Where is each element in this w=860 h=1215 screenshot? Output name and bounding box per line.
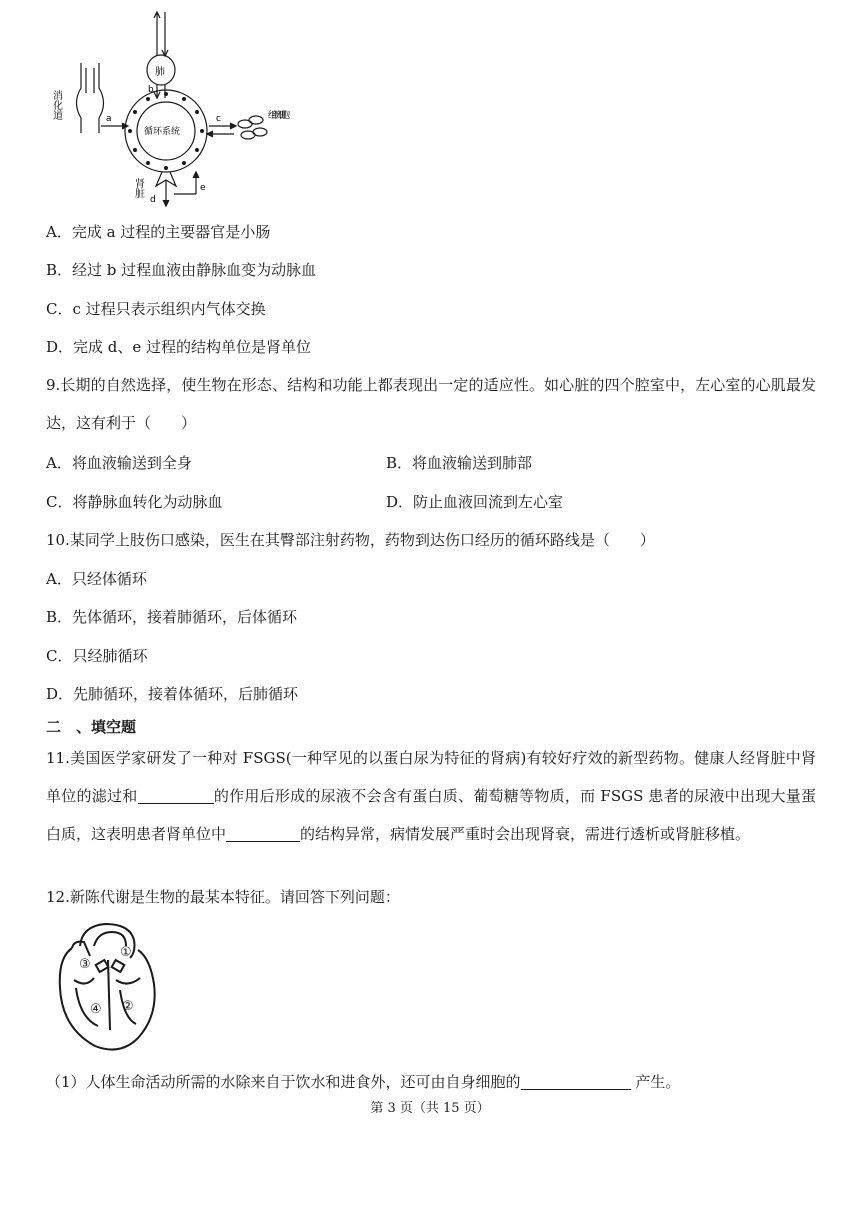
label-tissue: 组织细胞 (268, 111, 290, 121)
q11-part2: 的作用后形成的尿液不会含有蛋白质、葡萄糖等物质，而 FSGS 患者的尿液中出现大量蛋白质，这表明患者肾单位中 (46, 787, 816, 843)
label-lung: 肺 (155, 67, 165, 78)
circulation-diagram (46, 8, 306, 213)
digestive-tract-shape (77, 63, 82, 133)
heart-label-1: ① (120, 945, 132, 960)
q12-sub1-blank[interactable] (521, 1073, 631, 1090)
q9-option-b: B．将血液输送到肺部 (386, 454, 533, 472)
q8-option-c: C．c 过程只表示组织内气体交换 (46, 300, 266, 318)
q11-text (46, 739, 816, 853)
heart-label-2: ② (122, 999, 134, 1014)
q11-blank-1[interactable] (138, 787, 214, 804)
q11-part1: 11.美国医学家研发了一种对 FSGS(一种罕见的以蛋白尿为特征的肾病)有较好疗效的新型药物。健康人经肾脏中肾单位的滤过和 (46, 749, 816, 805)
arrow-label-a: a (106, 114, 112, 124)
q10-option-a: A．只经体循环 (46, 570, 147, 588)
q10-option-b: B．先体循环，接着肺循环，后体循环 (46, 608, 298, 626)
heart-diagram (50, 918, 168, 1058)
q12-sub1-text: （1）人体生命活动所需的水除来自于饮水和进食外，还可由自身细胞的 (46, 1073, 521, 1091)
section-title: 二 、填空题 (46, 718, 137, 736)
q9-stem: 9.长期的自然选择，使生物在形态、结构和功能上都表现出一定的适应性。如心脏的四个腔室中，左心室的心肌最发达，这有利于（ ） (46, 376, 816, 432)
arrow-label-d: d (150, 195, 156, 205)
q8-option-a: A．完成 a 过程的主要器官是小肠 (46, 223, 271, 241)
heart-label-3: ③ (79, 957, 91, 972)
arrow-label-c: c (216, 114, 221, 124)
arrow-label-b: b (148, 85, 154, 95)
q8-option-d: D．完成 d、e 过程的结构单位是肾单位 (46, 338, 312, 356)
q12-stem: 12.新陈代谢是生物的最某本特征。请回答下列问题： (46, 888, 400, 906)
q9-option-a: A．将血液输送到全身 (46, 454, 192, 472)
q10-option-d: D．先肺循环，接着体循环，后肺循环 (46, 685, 299, 703)
label-digestive: 消化道 (50, 90, 62, 120)
heart-label-4: ④ (90, 1002, 102, 1017)
q12-sub1 (46, 1072, 680, 1092)
q10-option-c: C．只经肺循环 (46, 647, 148, 665)
arrow-label-e: e (200, 183, 206, 193)
q9-option-c: C．将静脉血转化为动脉血 (46, 493, 223, 511)
q12-sub1-end: 产生。 (635, 1073, 681, 1091)
q8-option-b: B．经过 b 过程血液由静脉血变为动脉血 (46, 261, 317, 279)
label-system: 循环系统 (144, 127, 181, 137)
q11-part3: 的结构异常，病情发展严重时会出现肾衰，需进行透析或肾脏移植。 (300, 825, 751, 843)
q10-stem: 10.某同学上肢伤口感染，医生在其臀部注射药物，药物到达伤口经历的循环路线是（ ） (46, 531, 655, 549)
q9-option-d: D．防止血液回流到左心室 (386, 493, 564, 511)
q11-blank-2[interactable] (226, 825, 300, 842)
label-kidney: 肾脏 (132, 178, 144, 198)
page-footer: 第 3 页（共 15 页） (370, 1101, 490, 1116)
